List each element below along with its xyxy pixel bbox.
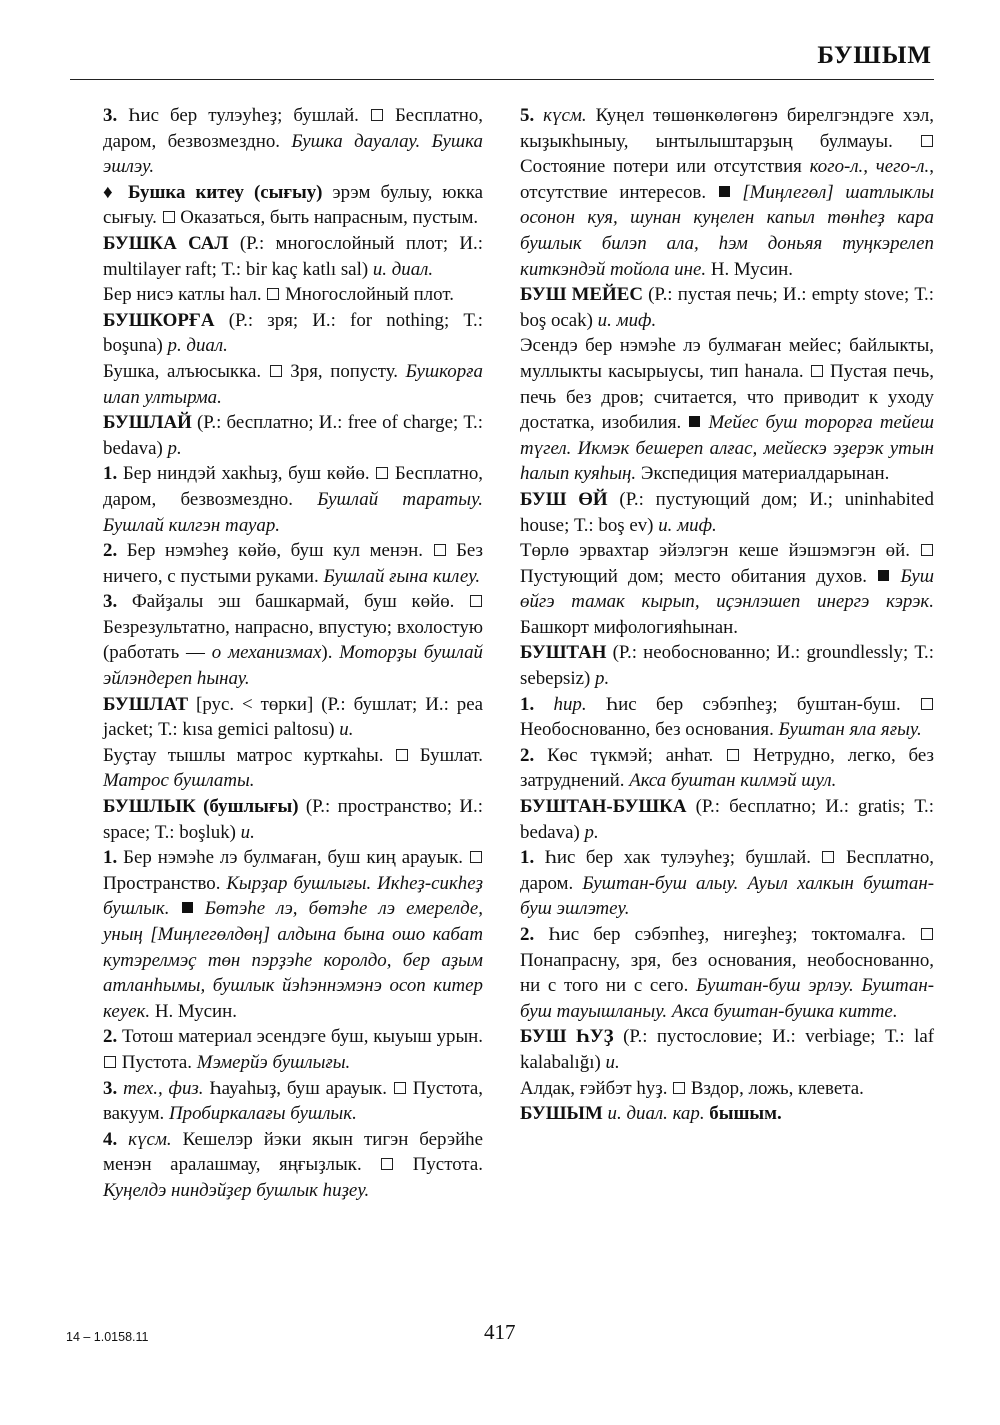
dictionary-paragraph [103, 1024, 483, 1075]
body-text: Һис бер тулэуһеҙ; бушлай. [128, 105, 370, 126]
dictionary-paragraph [520, 1076, 934, 1102]
body-text: , отсутствие интересов. [520, 156, 934, 203]
dictionary-paragraph [103, 1076, 483, 1127]
dictionary-paragraph [103, 359, 483, 410]
italic-text: Кырҙар бушлығы. Икһеҙ-сикһеҙ бушлык. [103, 872, 483, 920]
header-rule [70, 79, 934, 80]
headword-text: 2. [520, 744, 548, 766]
body-text: Тотош материал эсендэге буш, кыуыш урын. [121, 1026, 484, 1048]
body-text: эрэм булыу, юкка сығыу. [103, 181, 483, 229]
body-text: Н. Мусин. [710, 258, 793, 280]
body-text: Бер нэмэһеҙ көйө, буш кул менэн. [126, 540, 433, 562]
translation-square-icon [727, 749, 739, 761]
headword-text: БУШЛАТ [103, 693, 197, 715]
translation-square-icon [470, 851, 482, 863]
italic-text: Моторҙы бушлай эйлэндереп һынау. [103, 642, 483, 690]
dictionary-paragraph [520, 922, 934, 1024]
body-text: Пространство. [103, 872, 227, 894]
body-text: Файҙалы эш башкармай, буш көйө. [131, 591, 470, 613]
body-text: Пустота. [117, 1051, 197, 1073]
body-text: (Р.: многослойный плот; И.: multilayer raft; Т.: bir kaç katlı sal) [103, 232, 484, 280]
headword-text: 3. [103, 1077, 124, 1099]
italic-text: күсм. [128, 1128, 183, 1150]
italic-text: Мейес буш торорға тейеш түгел. Икмэк бешереп алғас, мейескэ эҙерэк утын һалып куяһың. [520, 412, 934, 485]
body-text: Безрезультатно, напрасно, впустую; вхолостую (работать — [103, 616, 483, 664]
translation-square-icon [376, 467, 388, 479]
italic-text: Бушка дауалау. Бушка эшлэу. [103, 130, 483, 178]
headword-text: 1. [103, 463, 123, 485]
translation-square-icon [104, 1056, 116, 1068]
body-text: Алдак, ғэйбэт һуҙ. [520, 1077, 673, 1099]
body-text: Н. Мусин. [154, 1000, 237, 1022]
body-text: Пустота. [394, 1154, 483, 1176]
dictionary-paragraph [103, 538, 483, 589]
headword-text: БУШ ӨЙ [520, 488, 620, 510]
italic-text: Пробиркалағы бушлык. [169, 1103, 357, 1125]
body-text: Буҫтау тышлы матрос курткаһы. [103, 744, 395, 766]
body-text: (Р.: пустословие; И.: verbiage; Т.: laf kalabalığı) [520, 1026, 934, 1073]
translation-square-icon [811, 365, 823, 377]
headword-text: 3. [103, 591, 132, 613]
italic-text: һир. [553, 693, 606, 715]
body-text: Зря, попусту. [282, 360, 406, 382]
body-text: Нетрудно, легко, без затруднений. [520, 744, 935, 792]
print-code: 14 – 1.0158.11 [66, 1330, 149, 1344]
headword-text: БУШ МЕЙЕС [520, 284, 649, 306]
italic-text: р. диал. [167, 335, 228, 357]
body-text: [рус. < төрки] (Р.: бушлат; И.: pea jacket; Т.: kısa gemici paltosu) [103, 693, 483, 741]
dictionary-paragraph [103, 103, 483, 180]
body-text: Эсендэ бер нэмэһе лэ булмаған мейес; байлыкты, муллыкты касырыусы, тип һанала. [520, 335, 934, 382]
body-text: (Р.: необоснованно; И.: groundlessly; Т.: sebepsiz) [520, 642, 935, 690]
body-text: Состояние потери или отсутствия [520, 156, 810, 178]
italic-text: Буш өйгэ тамак кырып, иҫэнлэшеп инергэ кэрэк. [520, 565, 935, 613]
italic-text: р. [595, 668, 610, 690]
italic-text: Бушлай таратыу. Бушлай килгэн тауар. [103, 488, 483, 536]
body-text: Башкорт мифологияһынан. [520, 616, 738, 638]
body-text: Һауаһыҙ, буш арауык. [209, 1077, 393, 1099]
italic-text: тех., физ. [123, 1077, 210, 1099]
body-text: Көс түкмэй; анһат. [547, 744, 727, 766]
headword-text: БУШЛАЙ [103, 412, 197, 434]
body-text: (Р.: пустующий дом; И.; uninhabited house; Т.: boş ev) [520, 488, 934, 536]
italic-text: Матрос бушлаты. [103, 770, 255, 792]
headword-text: 5. [520, 105, 544, 126]
italic-text: о механизмах [211, 642, 322, 664]
left-column [103, 103, 483, 1204]
translation-square-icon [396, 749, 408, 761]
translation-square-icon [470, 595, 482, 607]
dictionary-paragraph [103, 180, 483, 231]
dictionary-paragraph [520, 794, 934, 845]
translation-square-icon [921, 928, 933, 940]
body-text: Куңел төшөнкөлөгөнэ бирелгэндэге хэл, кыҙыкһыныу, ынтылыштарҙың булмауы. [520, 105, 934, 152]
dictionary-paragraph [103, 692, 483, 743]
headword-text: 3. [103, 105, 129, 126]
headword-text: 2. [103, 540, 127, 562]
body-text: (Р.: бесплатно; И.: gratis; Т.: bedava) [520, 796, 934, 843]
translation-square-icon [270, 365, 282, 377]
headword-text: 1. [103, 847, 124, 869]
right-column [520, 103, 934, 1127]
body-text: Бер нисэ катлы һал. [103, 284, 267, 306]
headword-text: БУШТАН [520, 642, 613, 664]
dictionary-paragraph [103, 308, 483, 359]
body-text: Пустота, вакуум. [103, 1077, 483, 1125]
headword-text: БУШКА САЛ [103, 232, 240, 254]
body-text: Бесплатно, даром, безвозмездно. [103, 463, 483, 510]
dictionary-paragraph [520, 103, 934, 282]
italic-text: и. [240, 821, 255, 843]
dictionary-paragraph [103, 845, 483, 1024]
dictionary-paragraph [520, 743, 934, 794]
italic-text: Мэмерйэ бушлығы. [196, 1051, 351, 1073]
italic-text: Буштан-буш эрлэу. Буштан-буш тауышланыу. Акса буштан-бушка китте. [520, 975, 934, 1022]
example-square-icon [878, 570, 889, 581]
dictionary-paragraph [103, 743, 483, 794]
italic-text: Бөтэһе лэ, бөтэһе лэ емерелде, уның [Миңлегөлдөң] алдына бына ошо кабат кутэрелмэҫ төн пэрҙэһе королдо, бер аҙым атланһымы, бушлык йэһэннэмэнэ осоп китер кеуек. [103, 898, 483, 1022]
body-text: Бесплатно, даром, безвозмездно. [103, 105, 484, 152]
translation-square-icon [381, 1158, 393, 1170]
dictionary-paragraph [520, 538, 934, 640]
headword-text: 1. [520, 693, 554, 715]
dictionary-paragraph [103, 1127, 483, 1204]
example-square-icon [182, 902, 193, 913]
dictionary-paragraph [103, 461, 483, 538]
body-text: Бушка, алъюсыкка. [103, 360, 269, 382]
headword-text: 4. [103, 1128, 129, 1150]
dictionary-paragraph [520, 845, 934, 922]
translation-square-icon [267, 288, 279, 300]
dictionary-paragraph [103, 282, 483, 308]
headword-text: БУШТАН-БУШКА [520, 796, 696, 818]
dictionary-paragraph [520, 692, 934, 743]
italic-text: и. [605, 1051, 620, 1073]
translation-square-icon [163, 211, 175, 223]
body-text: Без ничего, с пустыми руками. [103, 540, 483, 587]
translation-square-icon [822, 851, 834, 863]
translation-square-icon [371, 109, 383, 121]
body-text: Бер ниндэй хакһыҙ, буш көйө. [122, 463, 376, 485]
italic-text: и. миф. [658, 514, 717, 536]
italic-text: Бушлай ғына килеу. [323, 565, 481, 587]
body-text: (Р.: зря; И.: for nothing; Т.: boşuna) [103, 309, 483, 357]
body-text: Многослойный плот. [280, 284, 454, 306]
italic-text: кого-л., чего-л. [809, 156, 930, 178]
body-text: (Р.: бесплатно; И.: free of charge; Т.: bedava) [103, 412, 483, 459]
body-text: (Р.: пустая печь; И.: empty stove; Т.: boş ocak) [520, 284, 935, 331]
headword-text: БУШЛЫК (бушлығы) [103, 796, 306, 818]
body-text: Бер нэмэһе лэ булмаған, буш киң арауык. [123, 847, 470, 869]
headword-text: 2. [103, 1026, 122, 1048]
body-text: ). [321, 642, 340, 664]
body-text: (Р.: пространство; И.: space; Т.: boşluk) [103, 796, 484, 843]
dictionary-paragraph [520, 1101, 934, 1127]
italic-text: Буштан яла яғыу. [778, 719, 922, 741]
dictionary-paragraph [103, 794, 483, 845]
italic-text: р. [167, 437, 182, 459]
example-square-icon [719, 186, 730, 197]
dictionary-paragraph [103, 231, 483, 282]
page-number: 417 [484, 1320, 516, 1344]
italic-text: и. миф. [597, 309, 657, 331]
dictionary-paragraph [520, 487, 934, 538]
italic-text: и. [339, 719, 354, 741]
italic-text: и. диал. кар. [607, 1103, 710, 1125]
example-square-icon [689, 416, 700, 427]
headword-text: БУШЫМ [520, 1103, 608, 1125]
running-head: БУШЫМ [817, 42, 932, 69]
body-text: Понапрасну, зря, без основания, необоснованно, ни с того ни с сего. [520, 949, 934, 997]
body-text: Һис бер сэбэпһеҙ, нигеҙһеҙ; токтомалға. [548, 924, 920, 945]
headword-text: бышым. [709, 1103, 782, 1125]
italic-text: Бушкорға илап ултырма. [103, 360, 483, 408]
body-text: Оказаться, быть напрасным, пустым. [175, 207, 479, 229]
dictionary-paragraph [520, 333, 934, 487]
translation-square-icon [673, 1082, 685, 1094]
italic-text: Буштан-буш алыу. Ауыл халкын буштан-буш эшлэтеу. [520, 872, 934, 920]
body-text: Һис бер хак тулэуһеҙ; бушлай. [544, 847, 822, 869]
body-text: Вздор, ложь, клевета. [686, 1077, 864, 1099]
italic-text: р. [584, 821, 599, 843]
body-text: Бушлат. [408, 744, 483, 766]
translation-square-icon [434, 544, 446, 556]
headword-text: 2. [520, 924, 549, 945]
translation-square-icon [921, 544, 933, 556]
translation-square-icon [394, 1082, 406, 1094]
translation-square-icon [921, 698, 933, 710]
body-text: Пустая печь, печь без дров; считается, что приводит к уходу достатка, изобилия. [520, 360, 934, 434]
translation-square-icon [921, 135, 933, 147]
italic-text: Куңелдэ ниндэйҙер бушлык һиҙеу. [103, 1179, 370, 1201]
dictionary-paragraph [520, 1024, 934, 1075]
italic-text: күсм. [543, 105, 596, 126]
italic-text: [Миңлегөл] шатлыклы осонон куя, шунан куңелен капыл төнһеҙ кара бушлык билэп ала, һэм доньяя туңкэрелеп киткэндэй тойола ине. [520, 181, 934, 280]
body-text: Кешелэр йэки якын тигэн берэйһе менэн аралашмау, яңғыҙлык. [103, 1128, 484, 1176]
body-text: Бесплатно, даром. [520, 847, 935, 894]
dictionary-paragraph [520, 282, 934, 333]
body-text: Пустующий дом; место обитания духов. [520, 565, 878, 587]
headword-text: 1. [520, 847, 545, 869]
body-text: Экспедиция материалдарынан. [640, 463, 890, 485]
dictionary-paragraph [103, 410, 483, 461]
dictionary-paragraph [103, 589, 483, 691]
italic-text: и. диал. [372, 258, 434, 280]
body-text: Төрлө эрвахтар эйэлэгэн кеше йэшэмэгэн өй. [520, 540, 920, 562]
headword-text: БУШ ҺУҘ [520, 1026, 624, 1048]
headword-text: БУШКОРҒА [103, 309, 229, 331]
dictionary-paragraph [520, 640, 934, 691]
headword-text: ♦ Бушка китеу (сығыу) [103, 181, 333, 203]
body-text: Һис бер сэбэпһеҙ; буштан-буш. [605, 693, 921, 715]
body-text: Необоснованно, без основания. [520, 719, 779, 741]
italic-text: Акса буштан килмэй шул. [629, 770, 837, 792]
